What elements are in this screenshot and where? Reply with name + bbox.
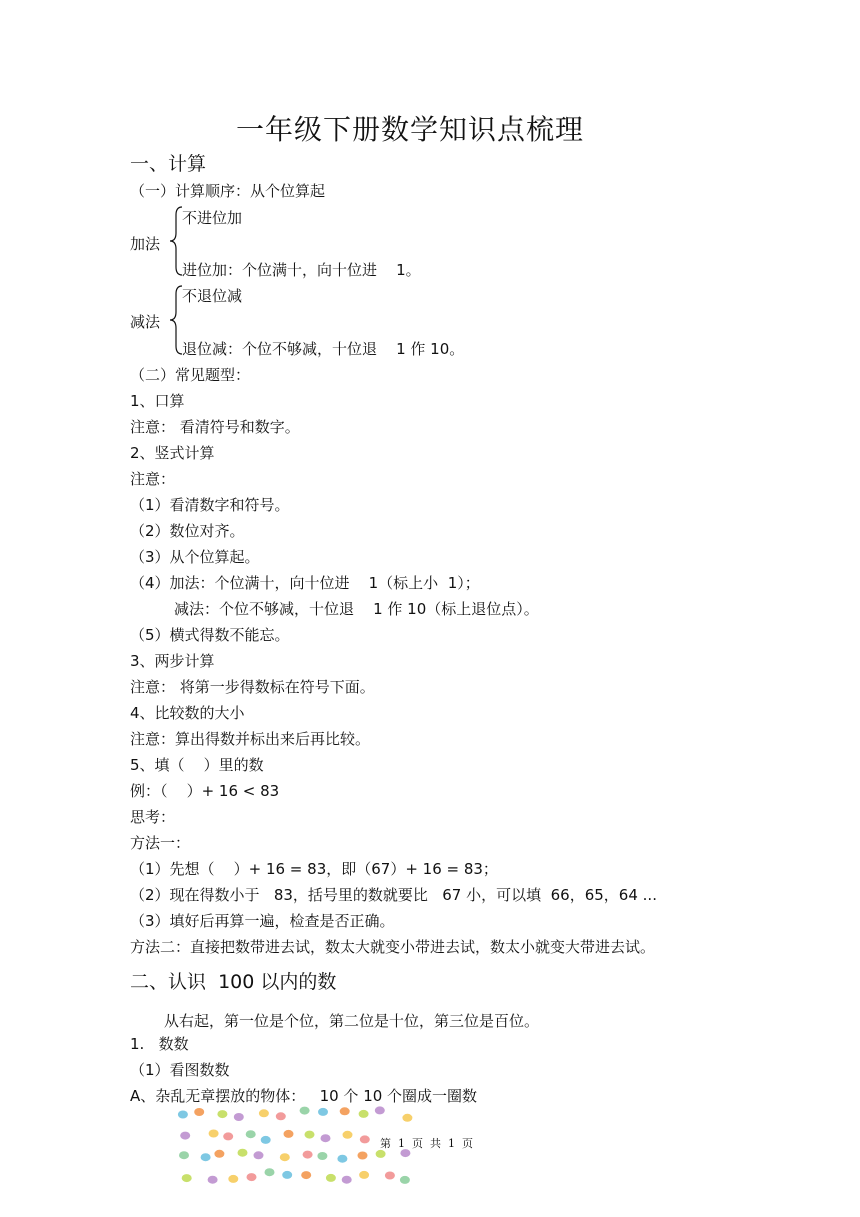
ball-icon [209,1130,219,1138]
ball-icon [228,1175,238,1183]
vertical-point: 减法：个位不够减，十位退 1 作 10（标上退位点）。 [174,600,539,618]
ball-icon [208,1176,218,1184]
place-value-intro: 从右起，第一位是个位，第二位是十位，第三位是百位。 [164,1012,540,1030]
ball-icon [254,1151,264,1159]
ball-icon [340,1107,350,1115]
ball-icon [358,1152,368,1160]
method2-text: 方法二：直接把数带进去试，数太大就变小带进去试，数太小就变大带进去试。 [130,938,656,956]
vertical-title: 2、竖式计算 [130,444,215,462]
ball-icon [318,1108,328,1116]
ball-icon [259,1109,269,1117]
no-borrow-subtraction: 不退位减 [182,287,243,305]
twostep-title: 3、两步计算 [130,652,215,670]
count-title: 1. 数数 [130,1035,189,1053]
ball-icon [179,1151,189,1159]
ball-icon [194,1108,204,1116]
ball-icon [359,1110,369,1118]
fill-example: 例：（ ）+ 16 < 83 [130,782,280,800]
ball-icon [385,1172,395,1180]
ball-icon [321,1134,331,1142]
ball-icon [246,1130,256,1138]
vertical-point: （2）数位对齐。 [130,522,245,540]
think-label: 思考： [130,808,176,826]
oral-title: 1、口算 [130,392,185,410]
oral-note: 注意： 看清符号和数字。 [130,418,300,436]
ball-icon [234,1113,244,1121]
addition-label: 加法 [130,235,161,253]
compare-note: 注意：算出得数并标出来后再比较。 [130,730,371,748]
ball-icon [280,1153,290,1161]
twostep-note: 注意： 将第一步得数标在符号下面。 [130,678,375,696]
fill-title: 5、填（ ）里的数 [130,756,264,774]
ball-icon [223,1132,233,1140]
ball-icon [182,1174,192,1182]
count-item-a: A、杂乱无章摆放的物体： 10 个 10 个圈成一圈数 [130,1087,478,1105]
method1-point: （1）先想（ ）+ 16 = 83，即（67）+ 16 = 83； [130,860,498,878]
common-types-heading: （二）常见题型： [130,366,251,384]
ball-icon [303,1151,313,1159]
page-footer: 第 1 页 共 1 页 [380,1137,473,1150]
ball-icon [201,1153,211,1161]
ball-icon [247,1173,257,1181]
ball-icon [359,1171,369,1179]
ball-icon [261,1136,271,1144]
ball-icon [217,1110,227,1118]
borrow-subtraction: 退位减：个位不够减，十位退 1 作 10。 [182,340,465,358]
ball-icon [265,1168,275,1176]
ball-icon [282,1171,292,1179]
ball-icon [300,1107,310,1115]
ball-icon [337,1155,347,1163]
vertical-point: （1）看清数字和符号。 [130,496,290,514]
compare-title: 4、比较数的大小 [130,704,245,722]
section-heading-calculation: 一、计算 [130,153,207,175]
calc-order-text: （一）计算顺序：从个位算起 [130,182,326,200]
ball-icon [326,1174,336,1182]
ball-icon [180,1132,190,1140]
method1-label: 方法一： [130,834,191,852]
no-carry-addition: 不进位加 [182,209,243,227]
carry-addition: 进位加：个位满十，向十位进 1。 [182,261,421,279]
ball-icon [343,1131,353,1139]
ball-icon [238,1149,248,1157]
vertical-point: （5）横式得数不能忘。 [130,626,290,644]
vertical-point: （4）加法：个位满十，向十位进 1（标上小 1）； [130,574,480,592]
ball-icon [178,1111,188,1119]
method1-point: （3）填好后再算一遍，检查是否正确。 [130,912,395,930]
ball-icon [214,1150,224,1158]
ball-icon [360,1135,370,1143]
ball-icon [375,1106,385,1114]
vertical-note: 注意： [130,470,176,488]
ball-icon [342,1176,352,1184]
ball-icon [305,1131,315,1139]
method1-point: （2）现在得数小于 83，括号里的数就要比 67 小，可以填 66，65，64 ... [130,886,657,904]
ball-icon [402,1114,412,1122]
ball-icon [376,1150,386,1158]
ball-icon [301,1171,311,1179]
ball-icon [400,1176,410,1184]
subtraction-label: 减法 [130,313,161,331]
page-title: 一年级下册数学知识点梳理 [235,113,584,146]
ball-icon [317,1152,327,1160]
vertical-point: （3）从个位算起。 [130,548,260,566]
ball-icon [284,1130,294,1138]
section-heading-numbers: 二、认识 100 以内的数 [130,971,337,993]
ball-icon [276,1112,286,1120]
count-subtitle: （1）看图数数 [130,1061,230,1079]
